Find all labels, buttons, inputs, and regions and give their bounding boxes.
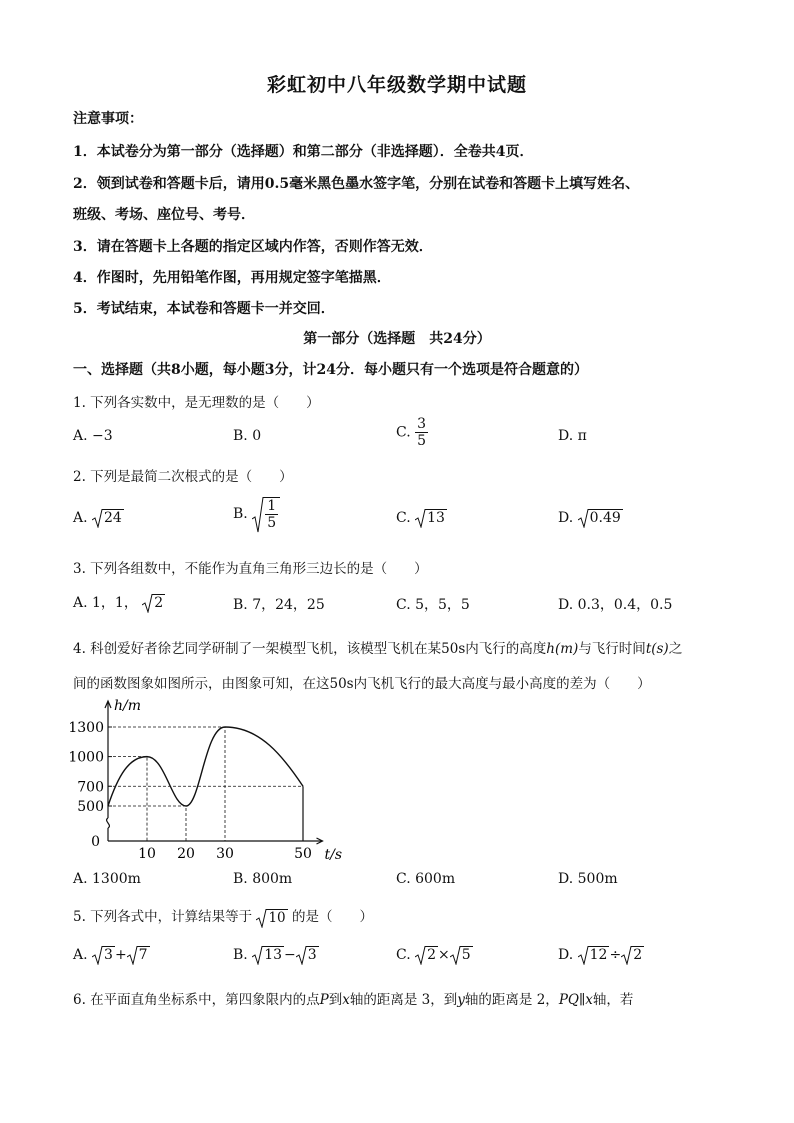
q5-option-c[interactable] xyxy=(396,946,473,964)
stem-text: 5. 下列各式中，计算结果等于 xyxy=(73,909,253,925)
y-tick-label: 500 xyxy=(77,799,104,815)
stem-text: 4. 科创爱好者徐艺同学研制了一架模型飞机，该模型飞机在某50s内飞行的高度 xyxy=(73,641,547,657)
origin-label: 0 xyxy=(91,834,100,850)
math-var: t(s) xyxy=(645,641,669,657)
question-1-stem: 1. 下列各实数中，是无理数的是（ ） xyxy=(73,395,320,411)
q4-option-a[interactable]: A. 1300m xyxy=(73,871,141,887)
math-var: x xyxy=(342,992,350,1008)
denominator: 5 xyxy=(267,515,277,531)
radicand: 7 xyxy=(138,947,148,963)
question-2-stem: 2. 下列是最简二次根式的是（ ） xyxy=(73,469,293,485)
y-axis-label: h/m xyxy=(114,698,142,714)
x-tick-label: 10 xyxy=(138,846,156,862)
radicand: 12 xyxy=(589,947,608,963)
parallel-symbol: ∥ xyxy=(578,992,586,1008)
height-time-graph xyxy=(68,696,348,866)
q3-option-d[interactable]: D. 0.3，0.4，0.5 xyxy=(558,597,673,613)
notice-item: 班级、考场、座位号、考号． xyxy=(73,207,255,223)
notice-item: 4．作图时，先用铅笔作图，再用规定签字笔描黑． xyxy=(73,270,391,286)
option-label: C. xyxy=(396,947,411,963)
fraction xyxy=(415,416,428,449)
operator: − xyxy=(284,947,296,963)
option-label: B. xyxy=(233,947,248,963)
notice-heading: 注意事项： xyxy=(73,111,143,127)
q2-option-b[interactable] xyxy=(233,497,280,531)
y-tick-label: 700 xyxy=(77,779,104,796)
sqrt-radical xyxy=(415,509,447,527)
q3-option-a[interactable] xyxy=(73,592,165,612)
sqrt-radical xyxy=(252,497,280,531)
q2-option-d[interactable] xyxy=(558,509,623,527)
option-label: A. xyxy=(73,947,88,963)
option-label: D. xyxy=(558,510,574,526)
option-label: A. xyxy=(73,510,88,526)
q3-option-c[interactable]: C. 5，5，5 xyxy=(396,597,470,613)
option-label: C. xyxy=(396,510,411,526)
question-4-stem-line2: 间的函数图象如图所示，由图象可知，在这50s内飞机飞行的最大高度与最小高度的差为（ ） xyxy=(73,676,651,692)
stem-text: 6. 在平面直角坐标系中，第四象限内的点 xyxy=(73,992,320,1008)
fraction xyxy=(265,498,278,531)
q5-option-a[interactable] xyxy=(73,946,150,964)
sqrt-radical xyxy=(92,509,124,527)
height-curve xyxy=(108,727,303,806)
radicand: 5 xyxy=(461,947,471,963)
radicand: 13 xyxy=(264,947,283,963)
operator: + xyxy=(114,947,127,963)
guide-line xyxy=(108,757,147,841)
option-label: C. xyxy=(396,424,411,441)
q2-option-c[interactable] xyxy=(396,509,447,527)
part-heading: 第一部分（选择题 共24分） xyxy=(303,331,491,347)
question-5-stem xyxy=(73,905,373,927)
sqrt-radical xyxy=(127,946,150,964)
section-heading: 一、选择题（共8小题，每小题3分，计24分．每小题只有一个选项是符合题意的） xyxy=(73,362,588,378)
notice-item: 3．请在答题卡上各题的指定区域内作答，否则作答无效． xyxy=(73,239,433,255)
notice-item: 1．本试卷分为第一部分（选择题）和第二部分（非选择题）．全卷共4页． xyxy=(73,144,534,160)
math-var: x xyxy=(585,992,593,1008)
page-title: 彩虹初中八年级数学期中试题 xyxy=(266,74,527,96)
sqrt-radical xyxy=(450,946,473,964)
radicand: 3 xyxy=(104,947,113,963)
numerator: 1 xyxy=(267,498,277,514)
question-6-stem xyxy=(73,988,633,1008)
question-3-stem: 3. 下列各组数中，不能作为直角三角形三边长的是（ ） xyxy=(73,561,428,577)
x-tick-label: 50 xyxy=(294,846,312,862)
notice-item: 5．考试结束，本试卷和答题卡一并交回． xyxy=(73,301,335,317)
notice-item: 2．领到试卷和答题卡后，请用0.5毫米黑色墨水签字笔，分别在试卷和答题卡上填写姓名、 xyxy=(73,176,640,192)
sqrt-radical xyxy=(415,946,438,964)
math-var: PQ xyxy=(558,992,579,1008)
sqrt-radical xyxy=(296,946,319,964)
math-var: h(m) xyxy=(546,641,579,657)
x-tick-label: 30 xyxy=(216,846,234,862)
stem-text: 轴的距离是 3，到 xyxy=(349,992,458,1008)
radicand: 10 xyxy=(268,909,286,926)
guide-line xyxy=(108,727,225,841)
q1-option-d[interactable]: D. π xyxy=(558,428,587,444)
option-label: D. xyxy=(558,947,574,963)
stem-text: 轴，若 xyxy=(592,992,634,1008)
sqrt-radical xyxy=(621,946,644,964)
q4-option-c[interactable]: C. 600m xyxy=(396,871,456,887)
sqrt-radical xyxy=(578,946,610,964)
operator: × xyxy=(438,947,450,963)
stem-text: 的是（ ） xyxy=(291,909,373,925)
option-label: B. xyxy=(233,506,248,522)
math-var: P xyxy=(319,992,329,1008)
q2-option-a[interactable] xyxy=(73,509,124,527)
stem-text: 到 xyxy=(328,992,343,1008)
x-tick-label: 20 xyxy=(177,846,195,862)
q1-option-b[interactable]: B. 0 xyxy=(233,428,262,444)
option-label: A. 1，1， xyxy=(73,595,138,611)
radicand: 2 xyxy=(633,947,643,963)
y-tick-label: 1000 xyxy=(68,749,104,766)
numerator: 3 xyxy=(417,416,427,432)
radicand: 0.49 xyxy=(589,510,621,526)
q3-option-b[interactable]: B. 7，24，25 xyxy=(233,597,325,613)
q4-option-b[interactable]: B. 800m xyxy=(233,871,293,887)
stem-text: 轴的距离是 2， xyxy=(464,992,559,1008)
q4-option-d[interactable]: D. 500m xyxy=(558,871,618,887)
stem-text: 之 xyxy=(668,641,683,657)
sqrt-radical xyxy=(256,909,287,927)
q5-option-b[interactable] xyxy=(233,946,319,964)
radicand: 2 xyxy=(154,595,164,611)
q1-option-c[interactable] xyxy=(396,416,428,449)
sqrt-radical xyxy=(92,946,115,964)
denominator: 5 xyxy=(417,433,427,449)
sqrt-radical xyxy=(578,509,623,527)
radicand: 2 xyxy=(427,947,437,963)
stem-text: 与飞行时间 xyxy=(578,641,646,657)
radicand: 24 xyxy=(104,510,122,526)
sqrt-radical xyxy=(252,946,284,964)
radicand: 13 xyxy=(427,510,445,526)
math-var: y xyxy=(457,992,465,1008)
operator: ÷ xyxy=(609,947,622,963)
axis-break xyxy=(107,818,110,828)
q5-option-d[interactable] xyxy=(558,946,644,964)
question-4-stem xyxy=(73,637,682,657)
sqrt-radical xyxy=(142,594,165,612)
radicand: 3 xyxy=(307,947,317,963)
y-tick-label: 1300 xyxy=(68,720,104,736)
q1-option-a[interactable]: A. −3 xyxy=(73,428,113,444)
x-axis-label: t/s xyxy=(324,847,343,863)
